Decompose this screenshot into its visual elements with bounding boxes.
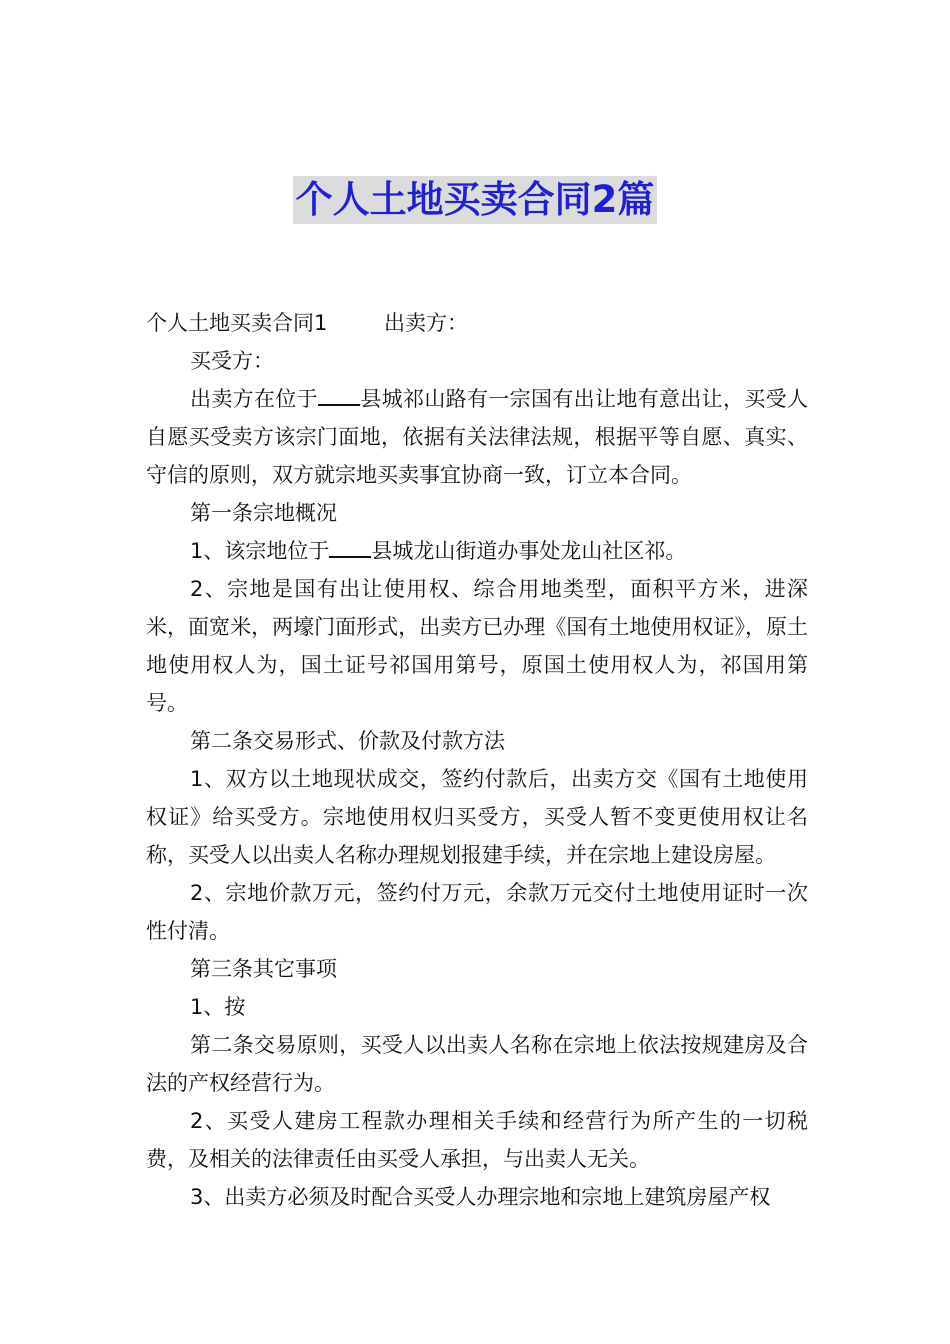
intro-paragraph (146, 380, 808, 494)
article3-item1: 1、按 (190, 995, 246, 1019)
title-wrap (0, 176, 950, 224)
seller-label: 出卖方： (384, 311, 468, 335)
fill-blank (329, 538, 371, 558)
article2-heading: 第二条交易形式、价款及付款方法 (190, 729, 505, 753)
article1-heading: 第一条宗地概况 (190, 501, 337, 525)
intro-before-blank: 出卖方在位于 (190, 387, 318, 411)
intro-after-blank: 县城祁山路有一宗国有出让地有意出让，买受人自愿买受卖方该宗门面地，依据有关法律法规，根据平等自愿、真实、守信的原则，双方就宗地买卖事宜协商一致，订立本合同。 (146, 387, 808, 487)
article3-item3: 3、出卖方必须及时配合买受人办理宗地和宗地上建筑房屋产权 (190, 1185, 771, 1209)
article1-item1 (146, 532, 808, 570)
article1-item2: 2、宗地是国有出让使用权、综合用地类型，面积平方米，进深米，面宽米，两壕门面形式，出卖方已办理《国有土地使用权证》，原土地使用权人为，国土证号祁国用第号，原国土使用权人为，祁国用第号。 (146, 577, 808, 715)
buyer-label: 买受方： (190, 349, 274, 373)
article1-item1-before-blank: 1、该宗地位于 (190, 539, 330, 563)
contract-header-line (146, 304, 808, 342)
document-title: 个人土地买卖合同2篇 (293, 176, 658, 224)
article3-item2: 2、买受人建房工程款办理相关手续和经营行为所产生的一切税费，及相关的法律责任由买受人承担，与出卖人无关。 (146, 1109, 808, 1171)
document-body (146, 304, 808, 1216)
article2-item2: 2、宗地价款万元，签约付万元，余款万元交付土地使用证时一次性付清。 (146, 881, 808, 943)
article2-item1: 1、双方以土地现状成交，签约付款后，出卖方交《国有土地使用权证》给买受方。宗地使用权归买受方，买受人暂不变更使用权让名称，买受人以出卖人名称办理规划报建手续，并在宗地上建设房屋。 (146, 767, 808, 867)
fill-blank (318, 386, 360, 406)
article1-item1-after-blank: 县城龙山街道办事处龙山社区祁。 (371, 539, 687, 563)
contract-name: 个人土地买卖合同1 (146, 311, 328, 335)
article3-paragraph: 第二条交易原则，买受人以出卖人名称在宗地上依法按规建房及合法的产权经营行为。 (146, 1033, 808, 1095)
article3-heading: 第三条其它事项 (190, 957, 337, 981)
